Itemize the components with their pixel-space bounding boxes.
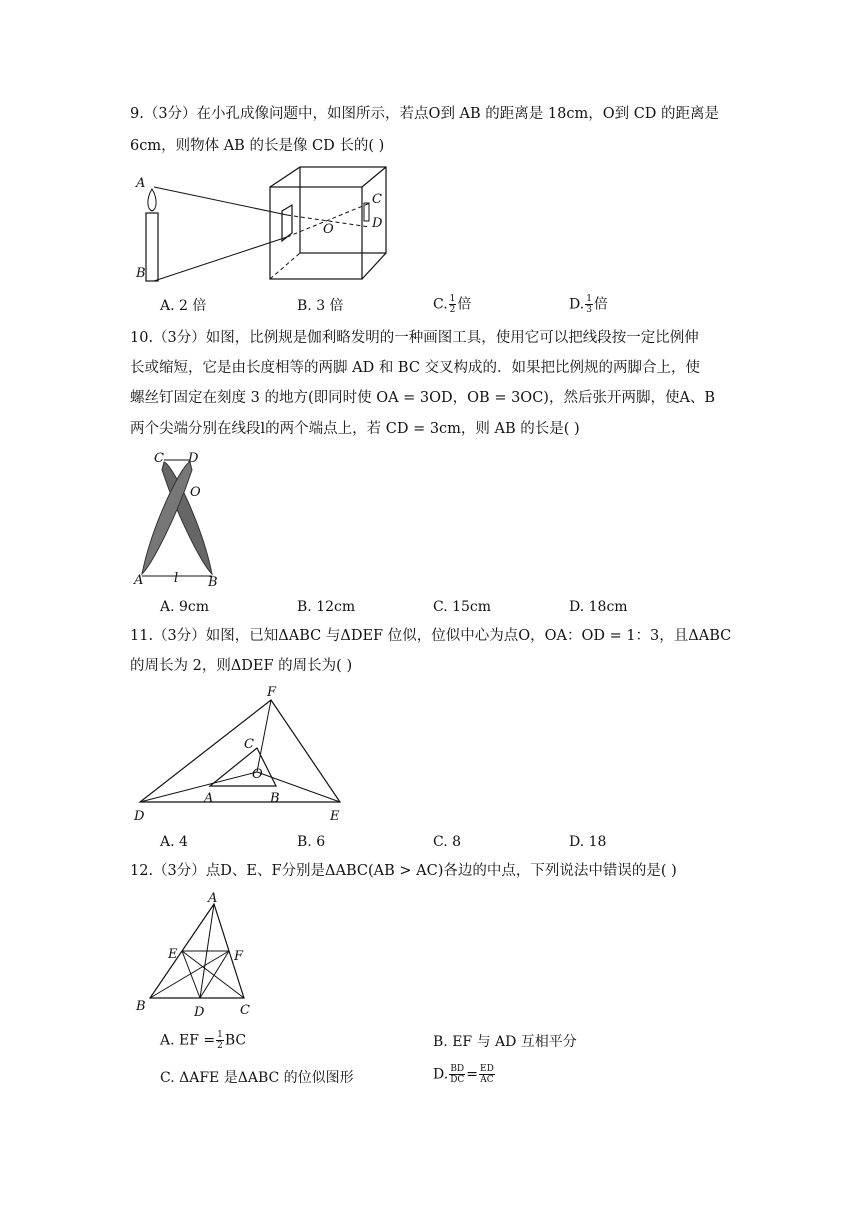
- q12-midpoint-triangle-figure: [130, 888, 260, 1020]
- candle-body: [146, 213, 158, 281]
- q9-label-D: D: [372, 216, 383, 231]
- q11-label-D: D: [134, 809, 145, 824]
- q10-text-line3: 螺丝钉固定在刻度 3 的地方(即同时使 OA = 3OD，OB = 3OC)，然后张开两脚，使A、B: [130, 390, 716, 406]
- q10-option-c: C. 15cm: [433, 599, 492, 615]
- q10-label-l: l: [174, 571, 179, 586]
- q11-label-C: C: [244, 737, 254, 752]
- q9-label-O: O: [323, 222, 334, 237]
- q10-option-d: D. 18cm: [569, 599, 628, 615]
- q11-option-a: A. 4: [160, 834, 188, 850]
- q9-label-C: C: [372, 192, 382, 207]
- q11-option-d: D. 18: [569, 834, 607, 850]
- q9-text-line1: 9.（3分）在小孔成像问题中，如图所示，若点O到 AB 的距离是 18cm，O到 CD 的距离是: [130, 106, 720, 122]
- q9-option-c: C. $\frac{1}{2}$ 倍: [433, 294, 472, 315]
- q9-label-A: A: [136, 176, 146, 191]
- q11-label-B: B: [270, 791, 280, 806]
- q12-label-B: B: [136, 999, 146, 1014]
- q12-option-b: B. EF 与 AD 互相平分: [433, 1034, 577, 1050]
- q9-text-line2: 6cm，则物体 AB 的长是像 CD 长的( ): [130, 138, 385, 154]
- q11-option-c: C. 8: [433, 834, 462, 850]
- q12-option-a: A. EF = $\frac{1}{2}$ BC: [160, 1030, 247, 1051]
- triangle-abc: [210, 748, 276, 786]
- q10-text-line1: 10.（3分）如图，比例规是伽利略发明的一种画图工具，使用它可以把线段按一定比例伸: [130, 330, 699, 346]
- q11-label-E: E: [330, 809, 340, 824]
- q12-label-D: D: [194, 1005, 205, 1020]
- triangle-def: [140, 700, 340, 802]
- q9-option-d: D. $\frac{1}{3}$ 倍: [569, 294, 608, 315]
- q9-option-a: A. 2 倍: [160, 298, 207, 314]
- q12-label-F: F: [234, 949, 244, 964]
- q10-label-O: O: [190, 485, 201, 500]
- q9-label-B: B: [136, 266, 146, 281]
- q10-text-line4: 两个尖端分别在线段l的两个端点上，若 CD = 3cm，则 AB 的长是( ): [130, 421, 580, 437]
- q11-label-A: A: [204, 791, 214, 806]
- candle-flame: [148, 189, 156, 211]
- q10-label-A: A: [134, 573, 144, 588]
- q12-option-d: D. $\frac{BD}{DC}$ = $\frac{ED}{AC}$: [433, 1064, 494, 1085]
- q9-option-b: B. 3 倍: [297, 298, 344, 314]
- q10-label-B: B: [208, 575, 218, 590]
- q10-text-line2: 长或缩短，它是由长度相等的两脚 AD 和 BC 交叉构成的．如果把比例规的两脚合上，使: [130, 360, 701, 376]
- q11-option-b: B. 6: [297, 834, 326, 850]
- q10-label-C: C: [154, 451, 164, 466]
- q9-pinhole-figure: [130, 165, 400, 285]
- q12-label-A: A: [208, 891, 218, 906]
- q11-homothety-figure: [130, 682, 350, 826]
- q12-label-C: C: [240, 1003, 250, 1018]
- q10-option-b: B. 12cm: [297, 599, 356, 615]
- q12-label-E: E: [168, 947, 178, 962]
- q12-text-line1: 12.（3分）点D、E、F分别是ΔABC(AB > AC)各边的中点，下列说法中错误的是( ): [130, 863, 677, 879]
- q10-label-D: D: [188, 451, 199, 466]
- q10-option-a: A. 9cm: [160, 599, 210, 615]
- q11-text-line2: 的周长为 2，则ΔDEF 的周长为( ): [130, 658, 353, 674]
- q11-text-line1: 11.（3分）如图，已知ΔABC 与ΔDEF 位似，位似中心为点O，OA：OD = 1：3，且ΔABC: [130, 628, 732, 644]
- q11-label-F: F: [267, 685, 277, 700]
- q10-proportional-compass-figure: [130, 448, 230, 590]
- q11-label-O: O: [252, 767, 263, 782]
- q12-option-c: C. ΔAFE 是ΔABC 的位似图形: [160, 1070, 354, 1086]
